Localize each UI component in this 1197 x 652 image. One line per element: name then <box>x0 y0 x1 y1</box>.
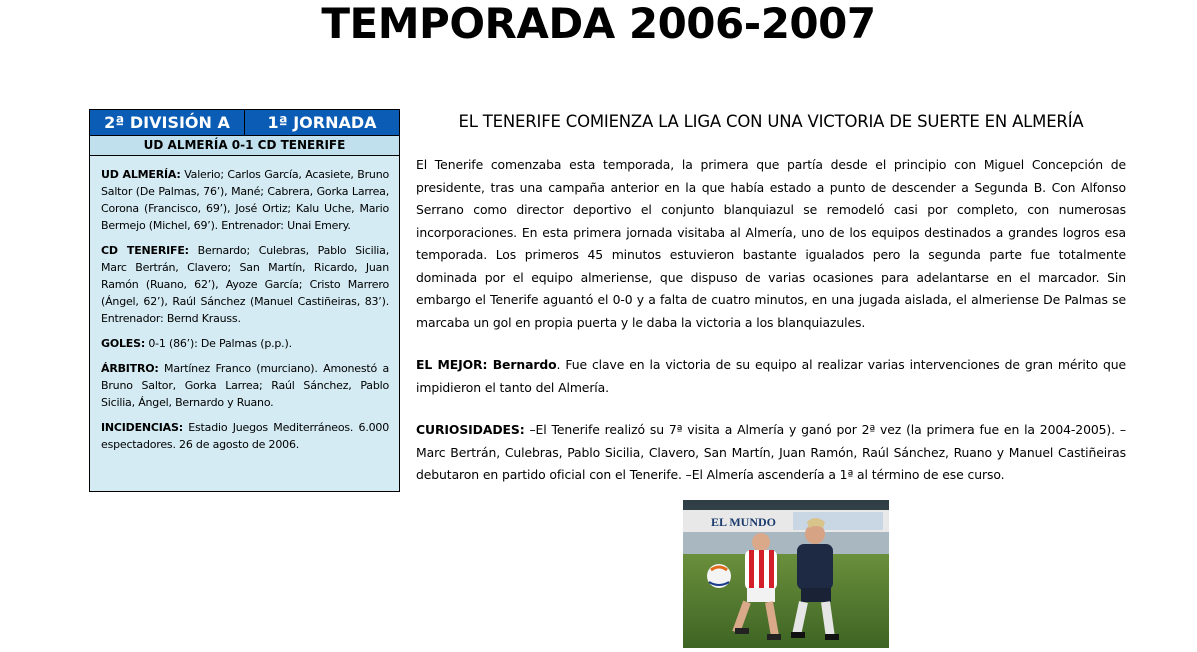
ad-board-right <box>793 512 883 530</box>
match-info-box <box>89 109 400 492</box>
tenerife-lineup <box>101 242 389 327</box>
best-player-label: EL MEJOR: Bernardo <box>416 357 557 372</box>
arbitro-text: Martínez Franco (murciano). Amonestó a Bruno Saltor, Gorka Larrea; Raúl Sánchez, Pablo Sicilia, Ángel, Bernardo y Ruano. <box>101 362 390 409</box>
almeria-label: UD ALMERÍA: <box>101 168 181 181</box>
curiosities-text: –El Tenerife realizó su 7ª visita a Almería y ganó por 2ª vez (la primera fue en la 2004-2005). –Marc Bertrán, Culebras, Pablo Sicilia, Clavero, San Martín, Juan Ramón, Raúl Sánchez, Ruano y Manuel Castiñeiras debutaron en partido oficial con el Tenerife. –El Almería ascendería a 1ª al término de ese curso. <box>416 422 1126 482</box>
curiosities <box>416 419 1126 487</box>
almeria-text: Valerio; Carlos García, Acasiete, Bruno Saltor (De Palmas, 76’), Mané; Cabrera, Gorka Larrea, Corona (Francisco, 69’), José Ortiz; Kalu Uche, Mario Bermejo (Michel, 69’). Entrenador: Unai Emery. <box>101 168 390 232</box>
incidencias-text: Estadio Juegos Mediterráneos. 6.000 espectadores. 26 de agosto de 2006. <box>101 421 390 451</box>
incidents <box>101 419 389 453</box>
match-photo-illustration <box>683 500 889 648</box>
almeria-lineup <box>101 166 389 234</box>
goals <box>101 335 389 352</box>
referee <box>101 360 389 411</box>
tenerife-label: CD TENERIFE: <box>101 244 189 257</box>
arbitro-label: ÁRBITRO: <box>101 362 159 375</box>
box-header <box>90 110 399 136</box>
best-player <box>416 354 1126 399</box>
article <box>416 110 1126 507</box>
incidencias-label: INCIDENCIAS: <box>101 421 183 434</box>
goles-text: 0-1 (86’): De Palmas (p.p.). <box>148 337 292 350</box>
goles-label: GOLES: <box>101 337 146 350</box>
tenerife-text: Bernardo; Culebras, Pablo Sicilia, Marc Bertrán, Clavero; San Martín, Ricardo, Juan Ramón (Ruano, 62’), Ayoze García; Cristo Marrero (Ángel, 62’), Raúl Sánchez (Manuel Castiñeiras, 83’). Entrenador: Bernd Krauss. <box>101 244 390 325</box>
best-player-text: . Fue clave en la victoria de su equipo al realizar varias intervenciones de gran mérito que impidieron el tanto del Almería. <box>416 357 1126 395</box>
page-title: TEMPORADA 2006-2007 <box>321 0 876 48</box>
match-result: UD ALMERÍA 0-1 CD TENERIFE <box>90 136 399 156</box>
stands <box>683 532 889 554</box>
jornada-label: 1ª JORNADA <box>267 113 377 132</box>
curiosities-label: CURIOSIDADES: <box>416 422 525 437</box>
match-photo <box>683 500 889 648</box>
box-body <box>90 156 399 453</box>
article-body: El Tenerife comenzaba esta temporada, la primera que partía desde el principio con Miguel Concepción de presidente, tras una campaña anterior en la que había estado a punto de descender a Segunda B. Con Alfonso Serrano como director deportivo el conjunto blanquiazul se remodeló casi por completo, con numerosas incorporaciones. En esta primera jornada visitaba al Almería, uno de los equipos destinados a grandes logros esa temporada. Los primeros 45 minutos estuvieron bastante igualados pero la segunda parte fue totalmente dominada por el equipo almeriense, que dispuso de varias ocasiones para adelantarse en el marcador. Sin embargo el Tenerife aguantó el 0-0 y a falta de cuatro minutos, en una jugada aislada, el almeriense De Palmas se marcaba un gol en propia puerta y le daba la victoria a los blanquiazules. <box>416 157 1126 330</box>
division-label: 2ª DIVISIÓN A <box>90 110 245 135</box>
ball <box>707 564 731 588</box>
article-headline: EL TENERIFE COMIENZA LA LIGA CON UNA VICTORIA DE SUERTE EN ALMERÍA <box>458 112 1084 131</box>
ad-banner-text: EL MUNDO <box>711 515 777 529</box>
